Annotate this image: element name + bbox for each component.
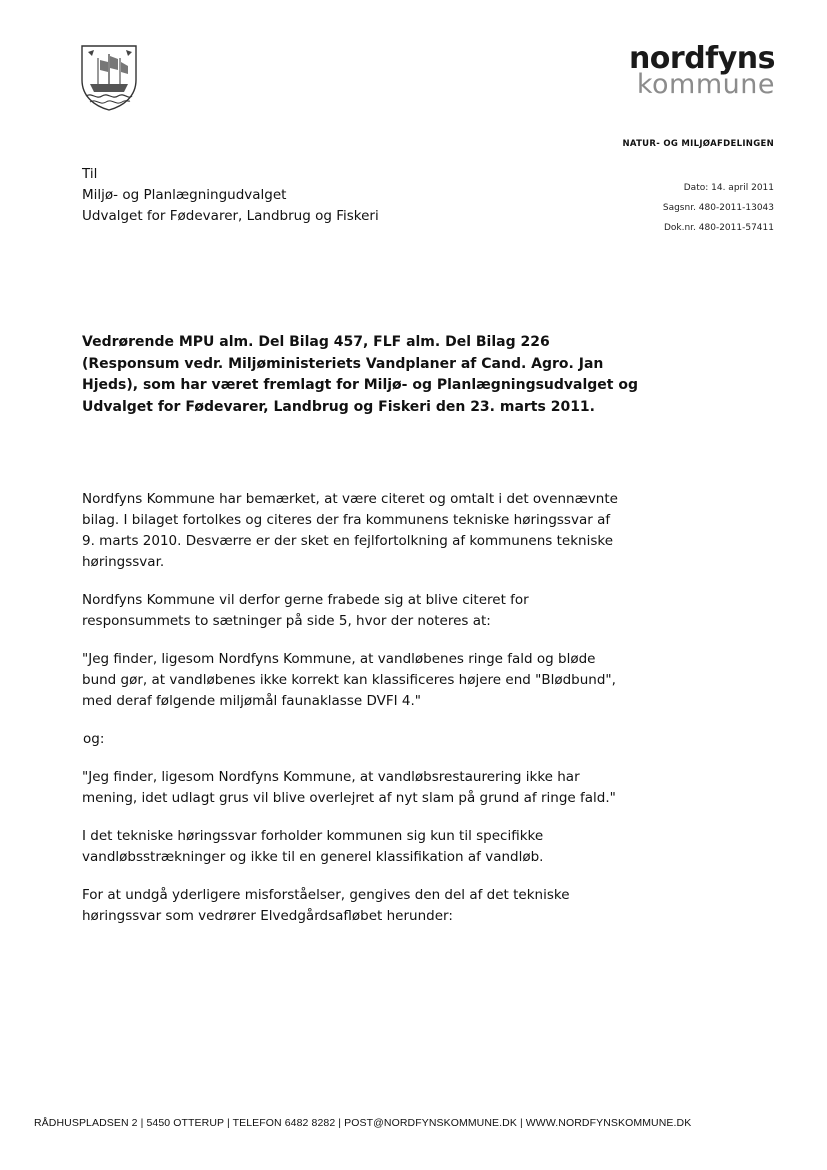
body-paragraph-1: Nordfyns Kommune har bemærket, at være citeret og omtalt i det ovennævnte bilag. I bilaget fortolkes og citeres der fra kommunens tekniske høringssvar af 9. marts 2010. Desværre er der sket en fejlfortolkning af kommunens tekniske høringssvar.: [82, 491, 618, 570]
subject-line-4: Udvalget for Fødevarer, Landbrug og Fiskeri den 23. marts 2011.: [82, 398, 595, 415]
subject-line-2: (Responsum vedr. Miljøministeriets Vandplaner af Cand. Agro. Jan: [82, 355, 604, 372]
recipient-block: [82, 164, 379, 227]
subject-heading: [82, 332, 682, 418]
meta-document-number: Dok.nr. 480-2011-57411: [663, 223, 774, 233]
logo-line-1: nordfyns: [628, 41, 775, 76]
recipient-line-2: Miljø- og Planlægningudvalget: [82, 187, 287, 203]
body-paragraph-2: Nordfyns Kommune vil derfor gerne frabede sig at blive citeret for responsummets to sætninger på side 5, hvor der noteres at:: [82, 592, 529, 629]
municipal-crest-icon: [78, 40, 140, 112]
subject-line-1: Vedrørende MPU alm. Del Bilag 457, FLF alm. Del Bilag 226: [82, 334, 550, 350]
body-quote-2: "Jeg finder, ligesom Nordfyns Kommune, at vandløbsrestaurering ikke har mening, idet udlagt grus vil blive overlejret af nyt slam på grund af ringe fald.": [82, 769, 616, 806]
recipient-line-3: Udvalget for Fødevarer, Landbrug og Fiskeri: [82, 208, 379, 224]
footer-contact: RÅDHUSPLADSEN 2 | 5450 OTTERUP | TELEFON 6482 8282 | POST@NORDFYNSKOMMUNE.DK | WWW.NORDFYNSKOMMUNE.DK: [34, 1117, 692, 1129]
document-meta: [663, 178, 774, 238]
meta-case-number: Sagsnr. 480-2011-13043: [662, 203, 774, 213]
department-name: NATUR- OG MILJØAFDELINGEN: [622, 139, 774, 149]
letter-body: [82, 489, 722, 944]
body-paragraph-7: For at undgå yderligere misforståelser, gengives den del af det tekniske høringssvar som vedrører Elvedgårdsafløbet herunder:: [82, 887, 570, 924]
meta-date: Dato: 14. april 2011: [683, 183, 774, 193]
body-quote-1: "Jeg finder, ligesom Nordfyns Kommune, at vandløbenes ringe fald og bløde bund gør, at vandløbenes ikke korrekt kan klassificeres højere end "Blødbund", med deraf følgende miljømål faunaklasse DVFI 4.": [82, 651, 616, 709]
subject-line-3: Hjeds), som har været fremlagt for Miljø- og Planlægningsudvalget og: [82, 377, 639, 393]
logo-line-2: kommune: [636, 69, 775, 100]
nordfyns-kommune-logo: [628, 41, 775, 100]
body-paragraph-og: og:: [83, 731, 105, 747]
body-paragraph-6: I det tekniske høringssvar forholder kommunen sig kun til specifikke vandløbsstrækninger og ikke til en generel klassifikation af vandløb.: [82, 828, 544, 865]
recipient-line-1: Til: [82, 166, 98, 182]
